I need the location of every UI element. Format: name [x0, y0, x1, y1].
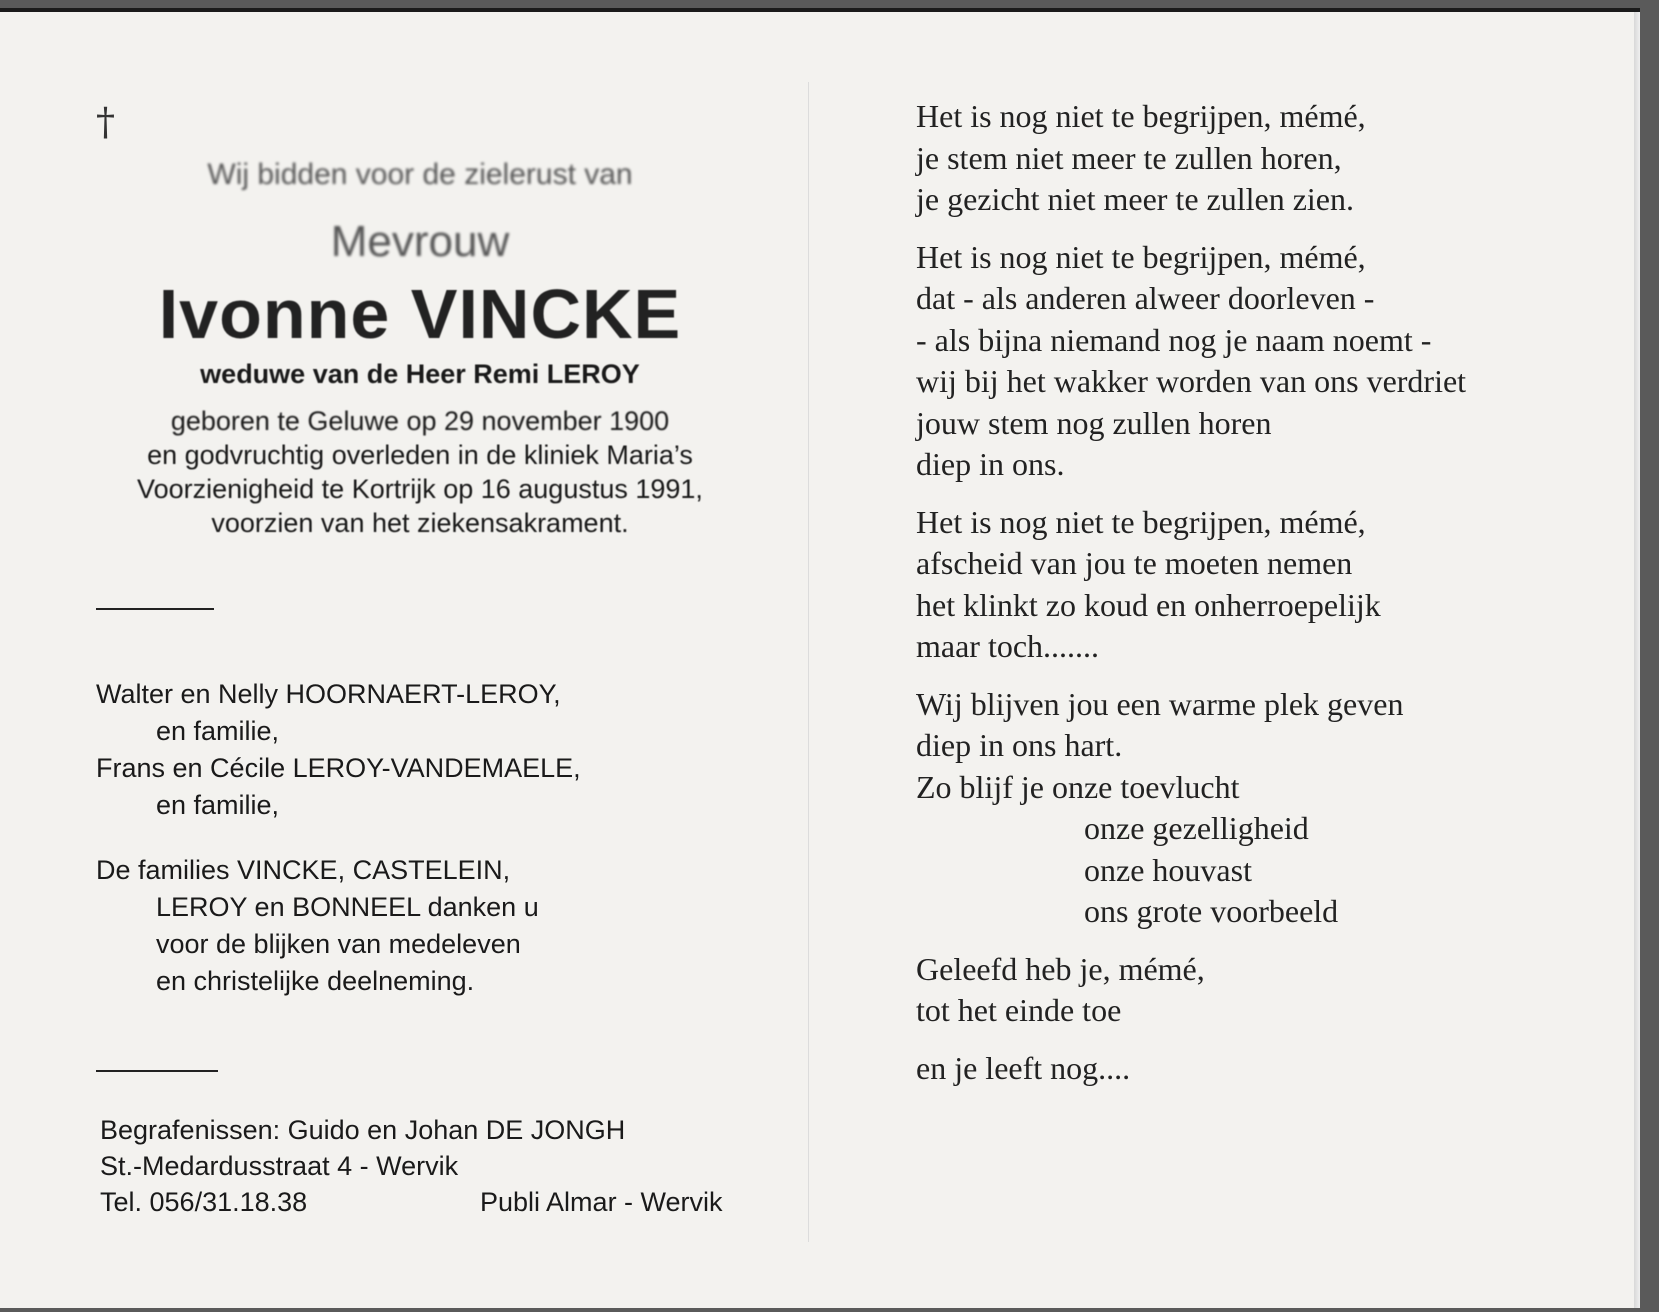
deceased-name: Ivonne VINCKE [158, 275, 682, 353]
poem-stanza [916, 237, 1616, 486]
undertaker-info [100, 1112, 800, 1220]
family-line: De families VINCKE, CASTELEIN, [96, 855, 511, 885]
poem-line: Het is nog niet te begrijpen, mémé, [916, 503, 1366, 540]
family-line: voor de blijken van medeleven [156, 929, 521, 959]
poem-line: ons grote voorbeeld [1084, 893, 1339, 929]
life-line: geboren te Geluwe op 29 november 1900 [170, 406, 670, 436]
memorial-card [0, 8, 1640, 1308]
poem-line: maar toch....... [916, 628, 1100, 664]
poem-stanza [916, 949, 1616, 1032]
family-list-1 [96, 676, 581, 824]
undertaker-line: St.-Medardusstraat 4 - Wervik [100, 1151, 459, 1181]
poem-line: Zo blijf je onze toevlucht [916, 768, 1240, 805]
poem-line: Wij blijven jou een warme plek geven [916, 685, 1404, 722]
family-line: en christelijke deelneming. [156, 966, 475, 996]
life-details [60, 404, 780, 540]
family-line: en familie, [156, 790, 280, 820]
divider [96, 608, 214, 610]
family-line: Walter en Nelly HOORNAERT-LEROY, [96, 679, 561, 709]
undertaker-phone: Tel. 056/31.18.38 [100, 1187, 308, 1217]
left-panel [0, 12, 808, 1308]
poem-line: onze houvast [1084, 851, 1252, 888]
undertaker-line: Begrafenissen: Guido en Johan DE JONGH [100, 1115, 626, 1145]
poem-line: diep in ons hart. [916, 727, 1123, 763]
family-list-2 [96, 852, 539, 1000]
poem-closing: en je leeft nog.... [916, 1049, 1131, 1086]
life-line: voorzien van het ziekensakrament. [211, 508, 629, 538]
poem-line: je gezicht niet meer te zullen zien. [916, 181, 1354, 217]
poem-line: Het is nog niet te begrijpen, mémé, [916, 98, 1366, 134]
poem-stanza [916, 96, 1616, 221]
poem-line: afscheid van jou te moeten nemen [916, 545, 1353, 581]
poem-stanza [916, 684, 1616, 933]
poem-line: onze gezelligheid [1084, 810, 1309, 846]
life-line: en godvruchtig overleden in de kliniek Maria’s [147, 440, 693, 470]
title-mevrouw: Mevrouw [330, 217, 510, 266]
poem-line: tot het einde toe [916, 992, 1122, 1028]
life-line: Voorzienigheid te Kortrijk op 16 augustus 1991, [137, 474, 703, 504]
poem-stanza [916, 502, 1616, 668]
poem-line: jouw stem nog zullen horen [916, 404, 1272, 441]
family-line: LEROY en BONNEEL danken u [156, 892, 539, 922]
poem-line: Geleefd heb je, mémé, [916, 950, 1205, 987]
poem-line: dat - als anderen alweer doorleven - [916, 280, 1375, 316]
printer-credit: Publi Almar - Wervik [480, 1187, 723, 1217]
family-line: Frans en Cécile LEROY-VANDEMAELE, [96, 753, 581, 783]
family-line: en familie, [156, 716, 280, 746]
cross-icon: † [96, 100, 115, 144]
poem-line: diep in ons. [916, 446, 1065, 482]
widow-line: weduwe van de Heer Remi LEROY [200, 359, 640, 389]
poem [916, 96, 1616, 1089]
poem-line: wij bij het wakker worden van ons verdriet [916, 363, 1467, 399]
divider [96, 1070, 218, 1072]
right-panel [808, 12, 1640, 1308]
poem-line: je stem niet meer te zullen horen, [916, 139, 1342, 176]
poem-line: het klinkt zo koud en onherroepelijk [916, 586, 1381, 623]
poem-line: Het is nog niet te begrijpen, mémé, [916, 238, 1366, 275]
prayer-line: Wij bidden voor de zielerust van [207, 158, 633, 191]
poem-line: - als bijna niemand nog je naam noemt - [916, 321, 1432, 358]
